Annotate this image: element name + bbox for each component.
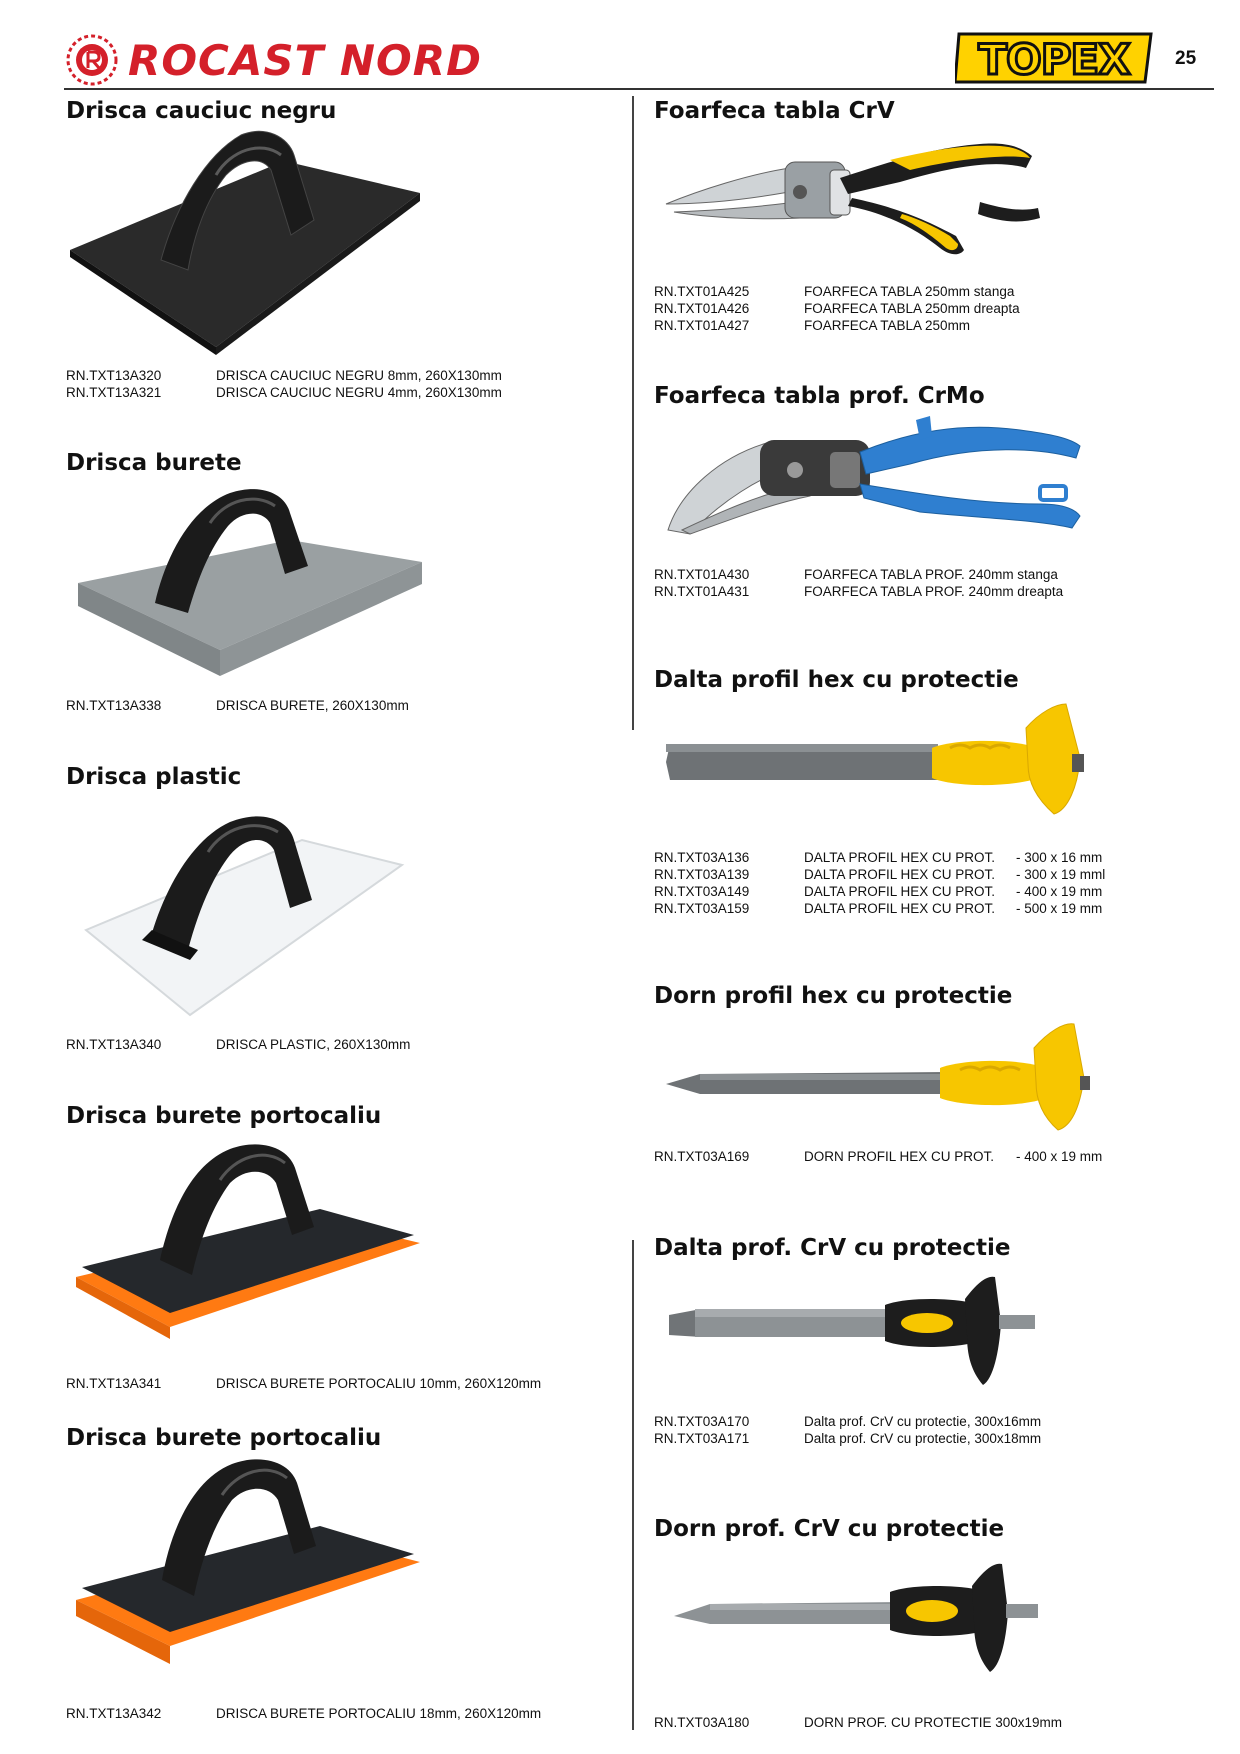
section-title: Drisca cauciuc negru (66, 98, 337, 124)
column-divider-bottom (632, 1240, 634, 1730)
product-list (654, 1414, 1214, 1450)
product-list (654, 1715, 1214, 1735)
product-list (66, 1037, 626, 1057)
section-title: Dalta prof. CrV cu protectie (654, 1235, 1011, 1261)
product-desc: DORN PROF. CU PROTECTIE 300x19mm (804, 1715, 1063, 1730)
header-divider (64, 88, 1214, 90)
product-desc: FOARFECA TABLA PROF. 240mm stanga (804, 567, 1058, 582)
product-code: RN.TXT01A431 (654, 584, 750, 599)
section-title: Foarfeca tabla CrV (654, 98, 895, 124)
column-divider-top (632, 96, 634, 730)
product-desc: DALTA PROFIL HEX CU PROT. (804, 867, 996, 882)
product-code: RN.TXT03A171 (654, 1431, 750, 1446)
product-desc: DRISCA BURETE PORTOCALIU 18mm, 260X120mm (216, 1706, 542, 1721)
orange-sponge-float-image (70, 1135, 430, 1340)
crv-pointed-chisel-image (670, 1560, 1050, 1680)
product-list (66, 1376, 626, 1396)
product-code: RN.TXT03A136 (654, 850, 750, 865)
product-code: RN.TXT01A426 (654, 301, 750, 316)
topex-logo-icon (955, 30, 1155, 86)
product-desc: DRISCA CAUCIUC NEGRU 4mm, 260X130mm (216, 385, 502, 400)
product-code: RN.TXT03A159 (654, 901, 750, 916)
topex-logo-text: TOPEX (978, 35, 1130, 84)
product-dimension: - 400 x 19 mm (1016, 1149, 1103, 1164)
product-code: RN.TXT13A341 (66, 1376, 162, 1391)
product-code: RN.TXT01A427 (654, 318, 750, 333)
product-desc: DRISCA PLASTIC, 260X130mm (216, 1037, 411, 1052)
product-desc: DALTA PROFIL HEX CU PROT. (804, 850, 996, 865)
product-desc: FOARFECA TABLA PROF. 240mm dreapta (804, 584, 1064, 599)
brand-header (66, 32, 482, 88)
product-code: RN.TXT01A425 (654, 284, 750, 299)
product-code: RN.TXT13A338 (66, 698, 162, 713)
product-list (66, 1706, 626, 1726)
product-dimension: - 300 x 16 mm (1016, 850, 1103, 865)
crv-chisel-black-yellow-guard-image (665, 1275, 1045, 1395)
product-dimension: - 300 x 19 mml (1016, 867, 1106, 882)
product-desc: Dalta prof. CrV cu protectie, 300x18mm (804, 1431, 1042, 1446)
rocast-logo-icon (66, 34, 118, 86)
product-desc: DRISCA CAUCIUC NEGRU 8mm, 260X130mm (216, 368, 502, 383)
product-dimension: - 500 x 19 mm (1016, 901, 1103, 916)
sponge-float-image (70, 478, 430, 678)
product-list (654, 850, 1214, 920)
product-list (654, 567, 1214, 603)
page-number: 25 (1175, 48, 1197, 69)
product-code: RN.TXT13A342 (66, 1706, 162, 1721)
product-desc: FOARFECA TABLA 250mm (804, 318, 971, 333)
section-title: Drisca burete portocaliu (66, 1425, 382, 1451)
product-code: RN.TXT13A321 (66, 385, 162, 400)
section-title: Drisca burete portocaliu (66, 1103, 382, 1129)
section-title: Dalta profil hex cu protectie (654, 667, 1019, 693)
plastic-float-image (80, 800, 420, 1025)
product-desc: FOARFECA TABLA 250mm stanga (804, 284, 1015, 299)
product-desc: DORN PROFIL HEX CU PROT. (804, 1149, 995, 1164)
section-title: Dorn prof. CrV cu protectie (654, 1516, 1005, 1542)
product-code: RN.TXT01A430 (654, 567, 750, 582)
hex-chisel-yellow-guard-image (660, 702, 1100, 817)
product-desc: DRISCA BURETE PORTOCALIU 10mm, 260X120mm (216, 1376, 542, 1391)
product-code: RN.TXT03A170 (654, 1414, 750, 1429)
section-title: Dorn profil hex cu protectie (654, 983, 1013, 1009)
hex-pointed-chisel-image (660, 1022, 1100, 1132)
black-rubber-float-image (66, 125, 426, 355)
orange-sponge-float-image (70, 1450, 430, 1665)
product-list (66, 698, 626, 718)
product-list (66, 368, 626, 408)
product-code: RN.TXT03A139 (654, 867, 750, 882)
product-desc: FOARFECA TABLA 250mm dreapta (804, 301, 1020, 316)
product-list (654, 284, 1214, 338)
product-code: RN.TXT13A340 (66, 1037, 162, 1052)
product-dimension: - 400 x 19 mm (1016, 884, 1103, 899)
yellow-snips-image (660, 132, 1060, 262)
section-title: Drisca plastic (66, 764, 242, 790)
blue-snips-image (660, 412, 1090, 542)
section-title: Foarfeca tabla prof. CrMo (654, 383, 985, 409)
product-desc: DRISCA BURETE, 260X130mm (216, 698, 409, 713)
product-desc: DALTA PROFIL HEX CU PROT. (804, 901, 996, 916)
brand-name: ROCAST NORD (128, 35, 482, 85)
product-list (654, 1149, 1214, 1169)
product-code: RN.TXT13A320 (66, 368, 162, 383)
product-code: RN.TXT03A149 (654, 884, 750, 899)
product-code: RN.TXT03A180 (654, 1715, 750, 1730)
product-code: RN.TXT03A169 (654, 1149, 750, 1164)
product-desc: Dalta prof. CrV cu protectie, 300x16mm (804, 1414, 1042, 1429)
section-title: Drisca burete (66, 450, 242, 476)
product-desc: DALTA PROFIL HEX CU PROT. (804, 884, 996, 899)
